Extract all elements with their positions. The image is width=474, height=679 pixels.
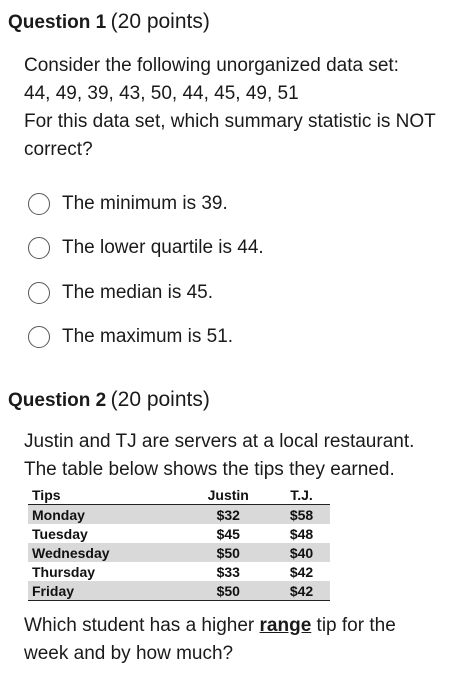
prompt-line: correct?	[24, 139, 93, 160]
justin-cell: $33	[216, 563, 240, 580]
question-1-points: (20 points)	[110, 10, 210, 33]
day-cell: Monday	[28, 505, 184, 525]
range-emphasis: range	[259, 615, 312, 636]
table-row	[28, 505, 330, 525]
option-median[interactable]	[28, 280, 213, 306]
justin-cell: $32	[184, 505, 273, 525]
question-1-title: Question 1	[8, 12, 107, 33]
option-label: The maximum is 51.	[62, 326, 234, 347]
table-row	[28, 524, 330, 543]
question-1-heading	[8, 10, 210, 34]
justin-cell: $50	[184, 581, 273, 601]
table-row	[28, 543, 330, 562]
question-2-prompt	[24, 612, 464, 668]
intro-line: The table below shows the tips they earned.	[24, 459, 395, 480]
radio-button[interactable]	[28, 326, 50, 348]
option-label: The median is 45.	[62, 282, 214, 303]
question-1-prompt	[24, 52, 464, 164]
option-maximum[interactable]	[28, 324, 233, 350]
prompt-line: Consider the following unorganized data set:	[24, 55, 399, 76]
option-label: The lower quartile is 44.	[62, 237, 264, 258]
question-line	[24, 612, 464, 640]
question-2-points: (20 points)	[110, 388, 210, 411]
question-2-title: Question 2	[8, 390, 107, 411]
option-lower-quartile[interactable]	[28, 235, 264, 261]
option-minimum[interactable]	[28, 191, 228, 217]
question-2-intro	[24, 428, 464, 484]
radio-button[interactable]	[28, 237, 50, 259]
tj-cell: $42	[273, 581, 330, 601]
tj-cell: $40	[273, 543, 330, 562]
table-row	[28, 581, 330, 601]
question-line: week and by how much?	[24, 643, 234, 664]
tips-table	[28, 486, 330, 601]
table-header-row	[28, 486, 330, 505]
tj-cell: $58	[273, 505, 330, 525]
prompt-line: 44, 49, 39, 43, 50, 44, 45, 49, 51	[24, 83, 299, 104]
day-cell: Wednesday	[28, 543, 184, 562]
justin-cell: $50	[184, 543, 273, 562]
day-cell: Friday	[28, 581, 184, 601]
justin-cell: $45	[216, 525, 240, 542]
option-label: The minimum is 39.	[62, 193, 228, 214]
question-text: tip for the	[311, 615, 396, 636]
prompt-line: For this data set, which summary statistic is NOT	[24, 111, 436, 132]
header-justin: Justin	[184, 486, 273, 505]
header-tips: Tips	[28, 486, 184, 505]
question-text: Which student has a higher	[24, 615, 260, 636]
day-cell: Thursday	[32, 563, 96, 580]
radio-button[interactable]	[28, 282, 50, 304]
tj-cell: $48	[289, 525, 314, 542]
tj-cell: $42	[289, 563, 314, 580]
header-tj: T.J.	[273, 486, 330, 505]
table-row	[28, 562, 330, 581]
day-cell: Tuesday	[32, 525, 88, 542]
intro-line: Justin and TJ are servers at a local restaurant.	[24, 431, 415, 452]
question-2-heading	[8, 388, 210, 412]
radio-button[interactable]	[28, 193, 50, 215]
